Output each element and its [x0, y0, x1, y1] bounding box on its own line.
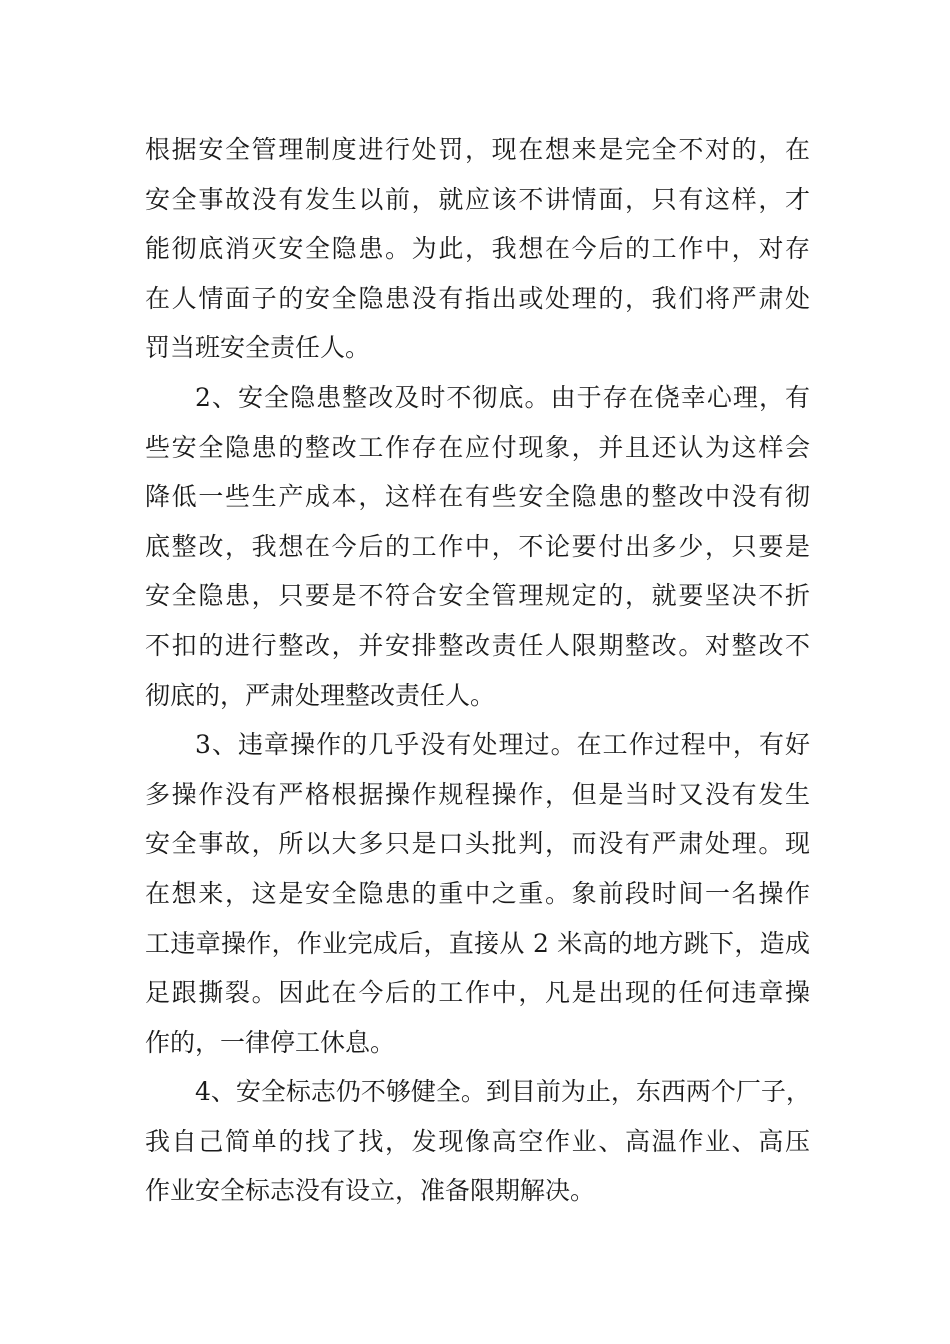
text-line: 彻底的，严肃处理整改责任人。 — [145, 680, 496, 710]
text-line: 我自己简单的找了找，发现像高空作业、高温作业、高压 — [145, 1126, 810, 1156]
text-line: 根据安全管理制度进行处罚，现在想来是完全不对的，在 — [145, 135, 810, 164]
text-line: 些安全隐患的整改工作存在应付现象，并且还认为这样会 — [145, 432, 810, 462]
text-line: 在人情面子的安全隐患没有指出或处理的，我们将严肃处 — [145, 283, 810, 313]
text-line: 降低一些生产成本，这样在有些安全隐患的整改中没有彻 — [145, 482, 810, 512]
document-body — [145, 125, 810, 1216]
text-line: 在想来，这是安全隐患的重中之重。象前段时间一名操作 — [145, 878, 810, 908]
text-line: 罚当班安全责任人。 — [145, 333, 371, 363]
text-line: 底整改，我想在今后的工作中，不论要付出多少，只要是 — [145, 531, 810, 561]
text-line: 作业安全标志没有设立，准备限期解决。 — [145, 1176, 596, 1206]
text-line: 工违章操作，作业完成后，直接从 2 米高的地方跳下，造成 — [145, 928, 810, 958]
text-line: 安全事故，所以大多只是口头批判，而没有严肃处理。现 — [145, 829, 810, 859]
paragraph-item-3 — [145, 720, 810, 1067]
paragraph-item-2 — [145, 373, 810, 720]
text-line: 安全隐患，只要是不符合安全管理规定的，就要坚决不折 — [145, 581, 810, 611]
text-line: 多操作没有严格根据操作规程操作，但是当时又没有发生 — [145, 779, 810, 809]
text-line: 不扣的进行整改，并安排整改责任人限期整改。对整改不 — [145, 630, 810, 660]
paragraph-continued — [145, 125, 810, 373]
text-line: 作的，一律停工休息。 — [145, 1027, 396, 1057]
text-line: 能彻底消灭安全隐患。为此，我想在今后的工作中，对存 — [145, 234, 810, 264]
text-line: 2、安全隐患整改及时不彻底。由于存在侥幸心理，有 — [195, 382, 810, 412]
text-line: 4、安全标志仍不够健全。到目前为止，东西两个厂子， — [195, 1077, 811, 1107]
text-line: 足跟撕裂。因此在今后的工作中，凡是出现的任何违章操 — [145, 978, 810, 1008]
text-line: 安全事故没有发生以前，就应该不讲情面，只有这样，才 — [145, 184, 810, 214]
text-line: 3、违章操作的几乎没有处理过。在工作过程中，有好 — [195, 730, 810, 760]
paragraph-item-4 — [145, 1067, 810, 1216]
